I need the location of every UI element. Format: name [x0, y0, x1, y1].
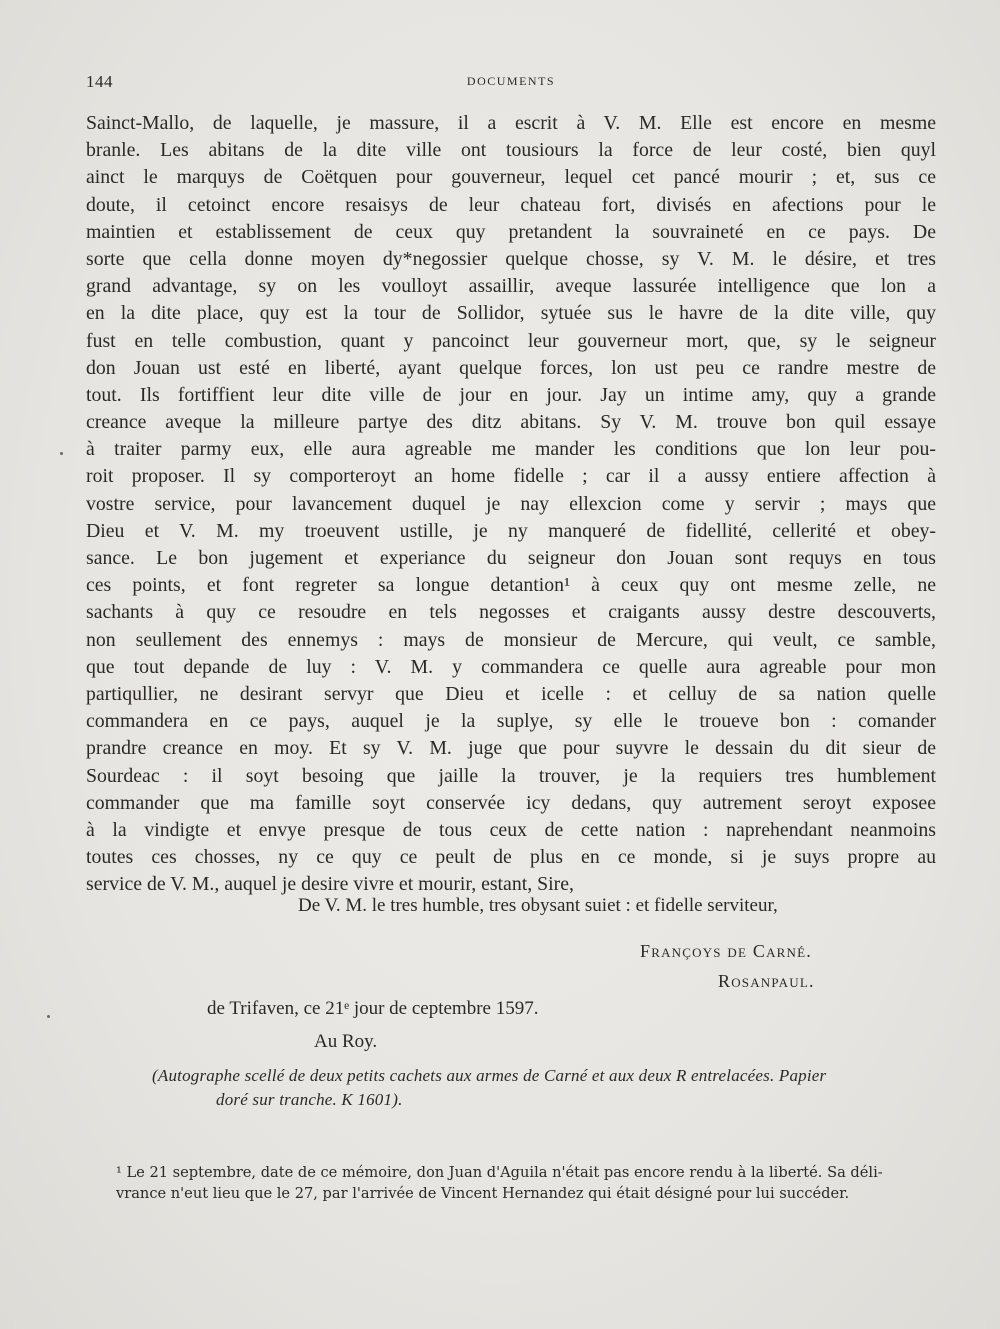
letter-body [86, 110, 936, 898]
signature-name: Françoys de Carné. [640, 941, 812, 961]
body-line: sachants à quy ce resoudre en tels negosses et craigants aussy destre descouverts, [86, 601, 936, 624]
source-note-line: (Autographe scellé de deux petits cachets aux armes de Carné et aux deux R entrelacées. Papier [152, 1066, 827, 1085]
body-line: commandera en ce pays, auquel je la suplye, sy elle le troueve bon : comander [86, 710, 936, 733]
signature-title: Rosanpaul. [718, 971, 815, 991]
paper-speck [47, 1015, 50, 1018]
body-line: creance aveque la milleure partye des ditz abitans. Sy V. M. trouve bon quil essaye [86, 411, 936, 434]
letter-closing: De V. M. le tres humble, tres obysant suiet : et fidelle serviteur, [298, 895, 778, 916]
paper-speck [60, 452, 63, 455]
body-line: tout. Ils fortiffient leur dite ville de jour en jour. Jay un intime amy, quy a grande [86, 383, 936, 406]
body-line: Dieu et V. M. my troeuvent ustille, je ny manqueré de fidellité, cellerité et obey- [86, 519, 936, 542]
page-number: 144 [86, 72, 113, 91]
body-line: ces points, et font regreter sa longue detantion¹ à ceux quy ont mesme zelle, ne [86, 574, 936, 597]
footnote-line: vrance n'eut lieu que le 27, par l'arrivée de Vincent Hernandez qui était désigné pour lui succéder. [116, 1185, 850, 1202]
body-line: sance. Le bon jugement et experiance du seigneur don Jouan sont requys en tous [86, 547, 936, 569]
body-line: grand advantage, sy on les voulloyt assaillir, aveque lassurée intelligence que lon a [86, 275, 936, 298]
body-line: sorte que cella donne moyen dy*negossier quelque chosse, sy V. M. le désire, et tres [86, 247, 936, 270]
body-line: que tout depande de luy : V. M. y commandera ce quelle aura agreable pour mon [86, 655, 936, 678]
body-line: prandre creance en moy. Et sy V. M. juge que pour suyvre le dessain du dit sieur de [86, 737, 936, 760]
body-line: roit proposer. Il sy comporteroyt an home fidelle ; car il a aussy entiere affection à [86, 465, 936, 488]
source-note [152, 1064, 942, 1112]
source-note-line: doré sur tranche. K 1601). [216, 1090, 403, 1109]
footnote-line: ¹ Le 21 septembre, date de ce mémoire, don Juan d'Aguila n'était pas encore rendu à la liberté. Sa déli- [116, 1164, 883, 1181]
body-line: fust en telle combustion, quant y pancoinct leur gouverneur mort, que, sy le seigneur [86, 329, 936, 352]
footnote [116, 1162, 946, 1204]
body-line: ainct le marquys de Coëtquen pour gouverneur, lequel cet pancé mourir ; et, sus ce [86, 166, 936, 189]
body-line: toutes ces chosses, ny ce quy ce peult de plus en ce monde, si je suys propre au [86, 846, 936, 869]
body-line: don Jouan ust esté en liberté, ayant quelque forces, lon ust peu ce randre mestre de [86, 356, 936, 379]
body-line: doute, il cetoinct encore resaisys de leur chateau fort, divisés en afections pour le [86, 193, 936, 216]
addressee: Au Roy. [314, 1031, 378, 1052]
body-line: à la vindigte et envye presque de tous ceux de cette nation : naprehendant neanmoins [86, 818, 936, 841]
body-line: maintien et establissement de ceux quy pretandent la souvraineté en ce pays. De [86, 220, 936, 243]
body-line: service de V. M., auquel je desire vivre et mourir, estant, Sire, [86, 873, 574, 896]
body-line: à traiter parmy eux, elle aura agreable me mander les conditions que lon leur pou- [86, 438, 936, 461]
body-line: en la dite place, quy est la tour de Sollidor, sytuée sus le havre de la dite ville, quy [86, 302, 936, 325]
body-line: partiqullier, ne desirant servyr que Dieu et icelle : et celluy de sa nation quelle [86, 682, 936, 705]
body-line: Sourdeac : il soyt besoing que jaille la trouver, je la requiers tres humblement [86, 764, 936, 787]
body-line: non seullement des ennemys : mays de monsieur de Mercure, qui veult, ce samble, [86, 628, 936, 651]
body-line: commander que ma famille soyt conservée icy dedans, quy autrement seroyt exposee [86, 791, 936, 814]
body-line: vostre service, pour lavancement duquel je nay ellexcion come y servir ; mays que [86, 492, 936, 515]
page-header [86, 72, 936, 96]
running-head: DOCUMENTS [466, 74, 556, 88]
body-line: branle. Les abitans de la dite ville ont tousiours la force de leur costé, bien quyl [86, 139, 936, 162]
dateline: de Trifaven, ce 21ᵉ jour de ceptembre 1597. [207, 998, 539, 1019]
body-line: Sainct-Mallo, de laquelle, je massure, il a escrit à V. M. Elle est encore en mesme [86, 112, 936, 134]
